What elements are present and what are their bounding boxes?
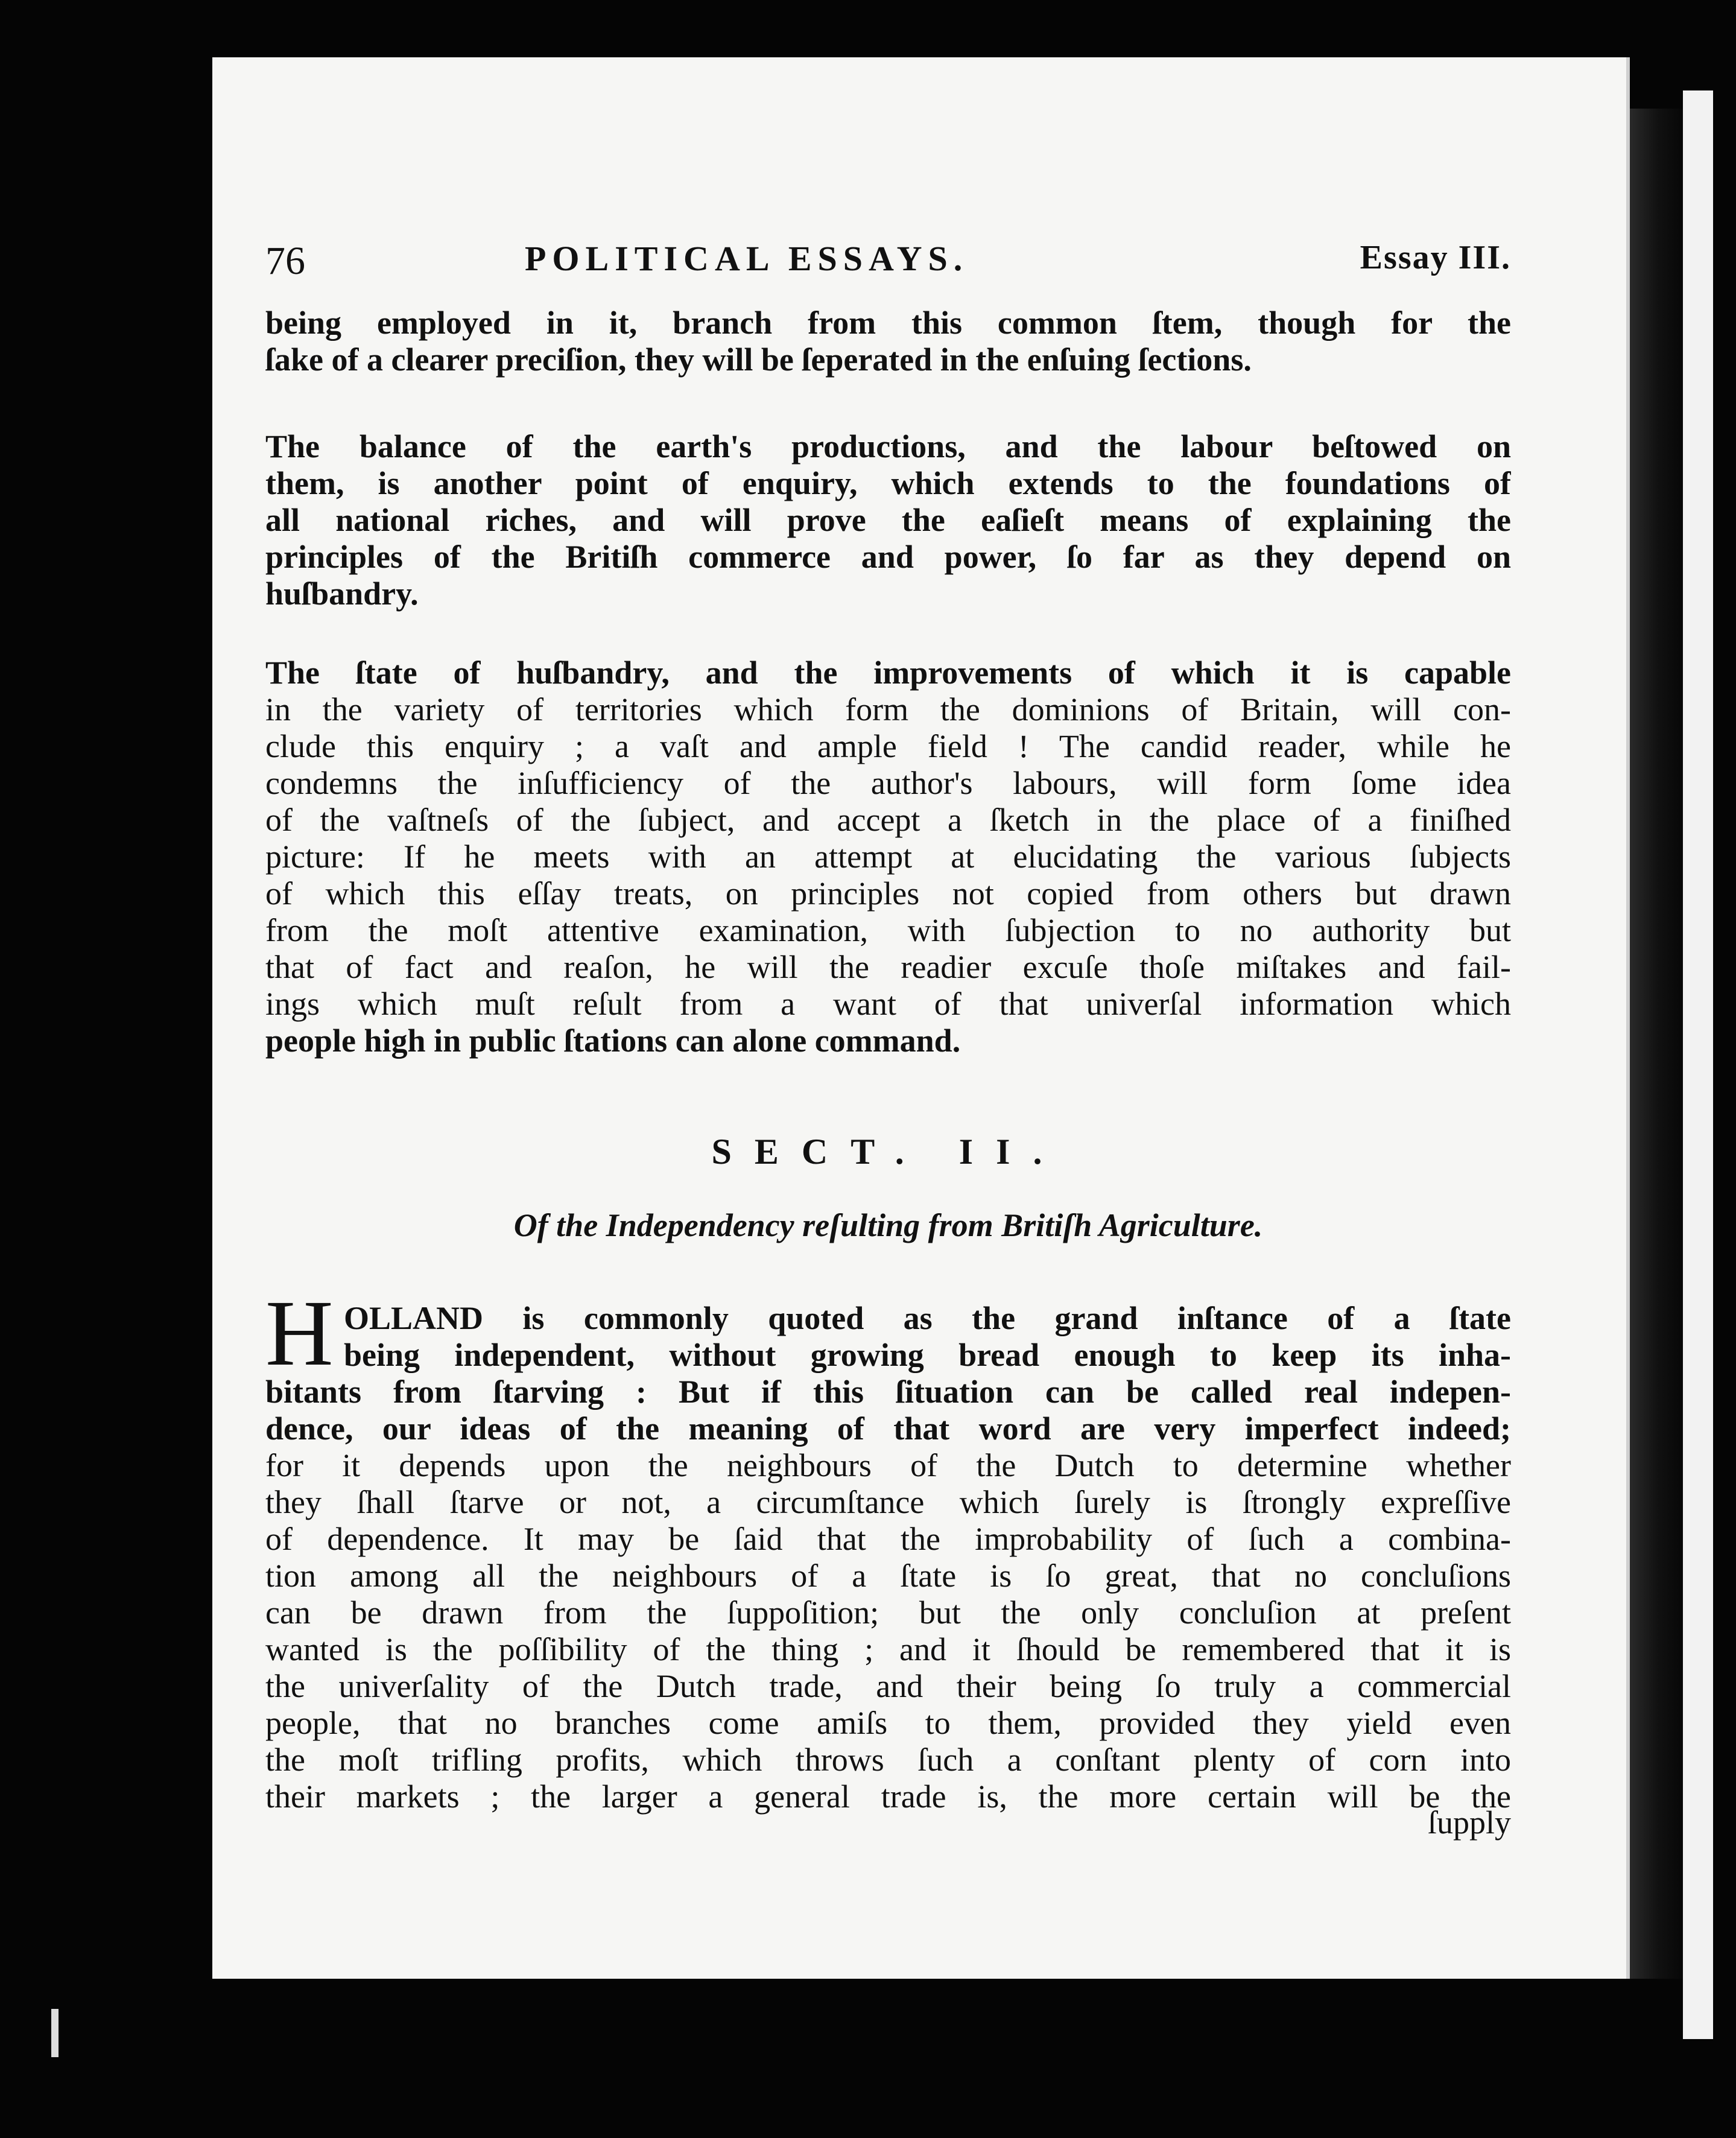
text-line: can be drawn from the ſuppoſition; but the only concluſion at preſent bbox=[265, 1594, 1511, 1631]
text-line: tion among all the neighbours of a ſtate is ſo great, that no concluſions bbox=[265, 1558, 1511, 1594]
text-line: people high in public ſtations can alone command. bbox=[265, 1023, 961, 1059]
text-line: people, that no branches come amiſs to them, provided they yield even bbox=[265, 1705, 1511, 1741]
section-heading: SECT. II. bbox=[711, 1132, 1065, 1172]
text-line: picture: If he meets with an attempt at elucidating the various ſubjects bbox=[265, 839, 1511, 875]
text-line: their markets ; the larger a general trade is, the more certain will be the bbox=[265, 1778, 1511, 1815]
text-line: from the moſt attentive examination, with ſubjection to no authority but bbox=[265, 912, 1511, 948]
text-line: ſake of a clearer preciſion, they will be ſeperated in the enſuing ſections. bbox=[265, 341, 1252, 378]
text-line: condemns the inſufficiency of the author's labours, will form ſome idea bbox=[265, 765, 1511, 801]
running-title: POLITICAL ESSAYS. bbox=[525, 239, 969, 278]
text-line: all national riches, and will prove the eaſieſt means of explaining the bbox=[265, 502, 1511, 538]
paragraph-1 bbox=[265, 305, 1511, 378]
text-line: bitants from ſtarving : But if this ſituation can be called real indepen- bbox=[265, 1374, 1511, 1410]
section-subheading: Of the Independency reſulting from Britiſh Agriculture. bbox=[513, 1207, 1263, 1243]
text-line: ings which muſt reſult from a want of that univerſal information which bbox=[265, 986, 1511, 1022]
essay-label: Essay III. bbox=[1360, 239, 1511, 276]
text-line: that of fact and reaſon, he will the readier excuſe thoſe miſtakes and fail- bbox=[265, 949, 1511, 985]
text-line: The balance of the earth's productions, and the labour beſtowed on bbox=[265, 428, 1511, 465]
text-line: for it depends upon the neighbours of the Dutch to determine whether bbox=[265, 1447, 1511, 1483]
text-line: in the variety of territories which form the dominions of Britain, will con- bbox=[265, 691, 1511, 728]
facing-page-edge bbox=[1683, 90, 1713, 2039]
text-line: wanted is the poſſibility of the thing ; and it ſhould be remembered that it is bbox=[265, 1631, 1511, 1667]
paragraph-4 bbox=[265, 1300, 1511, 1815]
text-line: OLLAND is commonly quoted as the grand inſtance of a ſtate bbox=[344, 1300, 1511, 1336]
text-line: clude this enquiry ; a vaſt and ample field ! The candid reader, while he bbox=[265, 728, 1511, 764]
text-line: dence, our ideas of the meaning of that word are very imperfect indeed; bbox=[265, 1410, 1511, 1447]
catchword: ſupply bbox=[1427, 1804, 1511, 1841]
text-line: the moſt trifling profits, which throws ſuch a conſtant plenty of corn into bbox=[265, 1742, 1511, 1778]
text-line: the univerſality of the Dutch trade, and their being ſo truly a commercial bbox=[265, 1668, 1511, 1704]
text-line: principles of the Britiſh commerce and power, ſo far as they depend on bbox=[265, 539, 1511, 575]
text-line: being employed in it, branch from this common ſtem, though for the bbox=[265, 305, 1511, 341]
page-number: 76 bbox=[265, 239, 305, 283]
paragraph-2 bbox=[265, 428, 1511, 612]
text-line: they ſhall ſtarve or not, a circumſtance which ſurely is ſtrongly expreſſive bbox=[265, 1484, 1511, 1520]
text-line: of dependence. It may be ſaid that the improbability of ſuch a combina- bbox=[265, 1521, 1511, 1557]
text-line: The ſtate of huſbandry, and the improvements of which it is capable bbox=[265, 655, 1511, 691]
running-head bbox=[265, 238, 1511, 287]
text-line: of which this eſſay treats, on principles not copied from others but drawn bbox=[265, 875, 1511, 912]
scan-margin-mark bbox=[51, 2009, 59, 2057]
text-line: huſbandry. bbox=[265, 576, 419, 612]
text-line: them, is another point of enquiry, which extends to the foundations of bbox=[265, 465, 1511, 501]
text-line: of the vaſtneſs of the ſubject, and accept a ſketch in the place of a finiſhed bbox=[265, 802, 1511, 838]
paragraph-3 bbox=[265, 655, 1511, 1059]
drop-cap: H bbox=[265, 1281, 334, 1385]
text-line: being independent, without growing bread enough to keep its inha- bbox=[344, 1337, 1511, 1373]
